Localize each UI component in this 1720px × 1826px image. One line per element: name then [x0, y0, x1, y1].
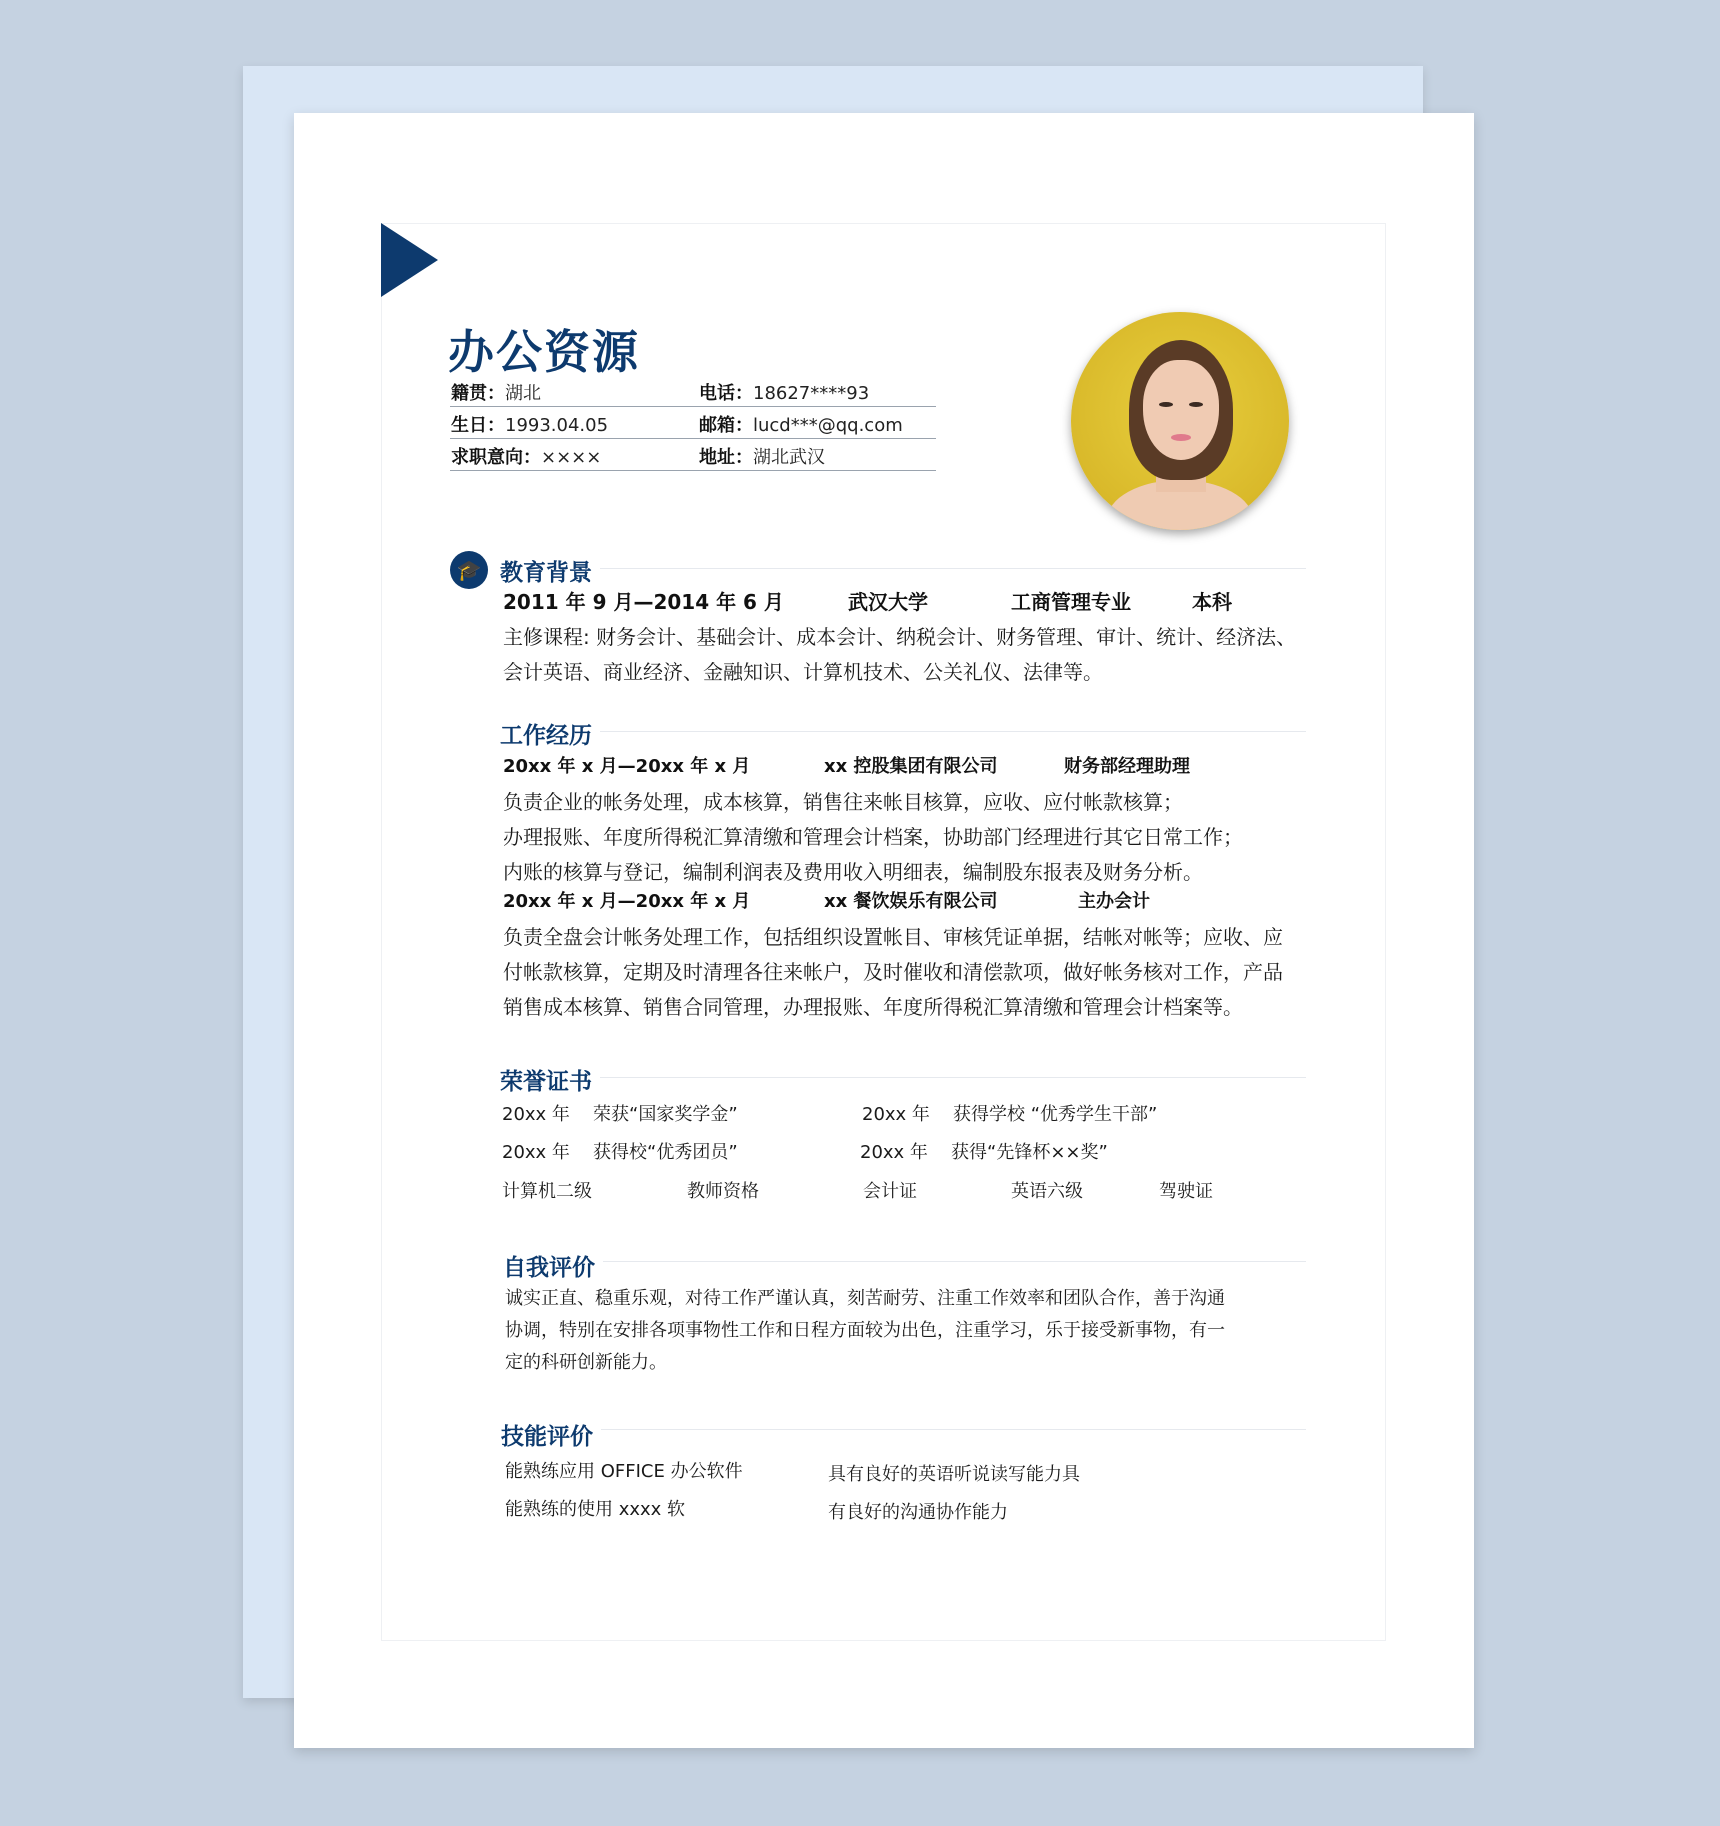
job1-duty-line: 负责企业的帐务处理，成本核算，销售往来帐目核算，应收、应付帐款核算；: [503, 790, 1183, 814]
candidate-name: 办公资源: [448, 325, 640, 379]
section-divider: [601, 1429, 1306, 1430]
education-title: 教育背景: [500, 560, 592, 586]
self-eval-line: 协调，特别在安排各项事物性工作和日程方面较为出色，注重学习，乐于接受新事物，有一: [505, 1320, 1225, 1341]
job2-duty-line: 付帐款核算，定期及时清理各往来帐户，及时催收和清偿款项，做好帐务核对工作，产品: [503, 960, 1283, 984]
info-row: [450, 375, 936, 407]
profile-photo: [1071, 312, 1289, 530]
certificate-item: 驾驶证: [1159, 1181, 1213, 1202]
birthday: 生日：1993.04.05: [451, 415, 609, 436]
certificate-item: 会计证: [863, 1181, 917, 1202]
skills-title: 技能评价: [501, 1424, 593, 1450]
honor-item: 获得学校 “优秀学生干部”: [953, 1104, 1158, 1125]
edu-degree: 本科: [1192, 590, 1232, 614]
edu-school: 武汉大学: [848, 590, 928, 614]
certificate-item: 教师资格: [687, 1181, 759, 1202]
email: 邮箱：lucd***@qq.com: [699, 415, 903, 436]
address: 地址：湖北武汉: [699, 447, 825, 468]
skill-item: 具有良好的英语听说读写能力具: [828, 1464, 1080, 1485]
self-eval-line: 诚实正直、稳重乐观，对待工作严谨认真，刻苦耐劳、注重工作效率和团队合作，善于沟通: [505, 1288, 1225, 1309]
section-divider: [600, 568, 1306, 569]
graduation-cap-icon: 🎓: [450, 551, 488, 589]
edu-period: 2011 年 9 月—2014 年 6 月: [503, 590, 784, 614]
phone: 电话：18627****93: [699, 383, 870, 404]
honor-year: 20xx 年: [502, 1142, 570, 1163]
job1-company: xx 控股集团有限公司: [824, 756, 998, 777]
job2-period: 20xx 年 x 月—20xx 年 x 月: [503, 891, 751, 912]
honors-title: 荣誉证书: [500, 1069, 592, 1095]
native-place: 籍贯：湖北: [451, 383, 541, 404]
section-divider: [603, 1261, 1306, 1262]
honor-item: 获得校“优秀团员”: [593, 1142, 738, 1163]
certificate-item: 计算机二级: [502, 1181, 592, 1202]
job2-duty-line: 销售成本核算、销售合同管理，办理报账、年度所得税汇算清缴和管理会计档案等。: [503, 995, 1243, 1019]
job1-duty-line: 内账的核算与登记，编制利润表及费用收入明细表，编制股东报表及财务分析。: [503, 860, 1203, 884]
honor-year: 20xx 年: [860, 1142, 928, 1163]
info-row: [450, 407, 936, 439]
honor-item: 荣获“国家奖学金”: [593, 1104, 738, 1125]
section-divider: [600, 731, 1306, 732]
section-divider: [600, 1077, 1306, 1078]
skill-item: 有良好的沟通协作能力: [828, 1502, 1008, 1523]
self-eval-line: 定的科研创新能力。: [505, 1352, 667, 1373]
edu-courses-line: 主修课程: 财务会计、基础会计、成本会计、纳税会计、财务管理、审计、统计、经济法、: [503, 625, 1297, 649]
honor-year: 20xx 年: [502, 1104, 570, 1125]
job1-period: 20xx 年 x 月—20xx 年 x 月: [503, 756, 751, 777]
info-row: [450, 439, 936, 471]
certificate-item: 英语六级: [1011, 1181, 1083, 1202]
self-eval-title: 自我评价: [503, 1255, 595, 1281]
job-intent: 求职意向：××××: [451, 447, 602, 468]
job2-position: 主办会计: [1078, 891, 1150, 912]
corner-triangle-decoration: [381, 223, 438, 297]
skill-item: 能熟练应用 OFFICE 办公软件: [505, 1461, 743, 1482]
job2-duty-line: 负责全盘会计帐务处理工作，包括组织设置帐目、审核凭证单据，结帐对帐等；应收、应: [503, 925, 1283, 949]
edu-courses-line: 会计英语、商业经济、金融知识、计算机技术、公关礼仪、法律等。: [503, 660, 1103, 684]
edu-major: 工商管理专业: [1011, 590, 1131, 614]
honor-item: 获得“先锋杯××奖”: [951, 1142, 1108, 1163]
job1-position: 财务部经理助理: [1064, 756, 1190, 777]
skill-item: 能熟练的使用 xxxx 软: [505, 1499, 686, 1520]
work-title: 工作经历: [500, 723, 592, 749]
job1-duty-line: 办理报账、年度所得税汇算清缴和管理会计档案，协助部门经理进行其它日常工作；: [503, 825, 1243, 849]
honor-year: 20xx 年: [862, 1104, 930, 1125]
job2-company: xx 餐饮娱乐有限公司: [824, 891, 998, 912]
